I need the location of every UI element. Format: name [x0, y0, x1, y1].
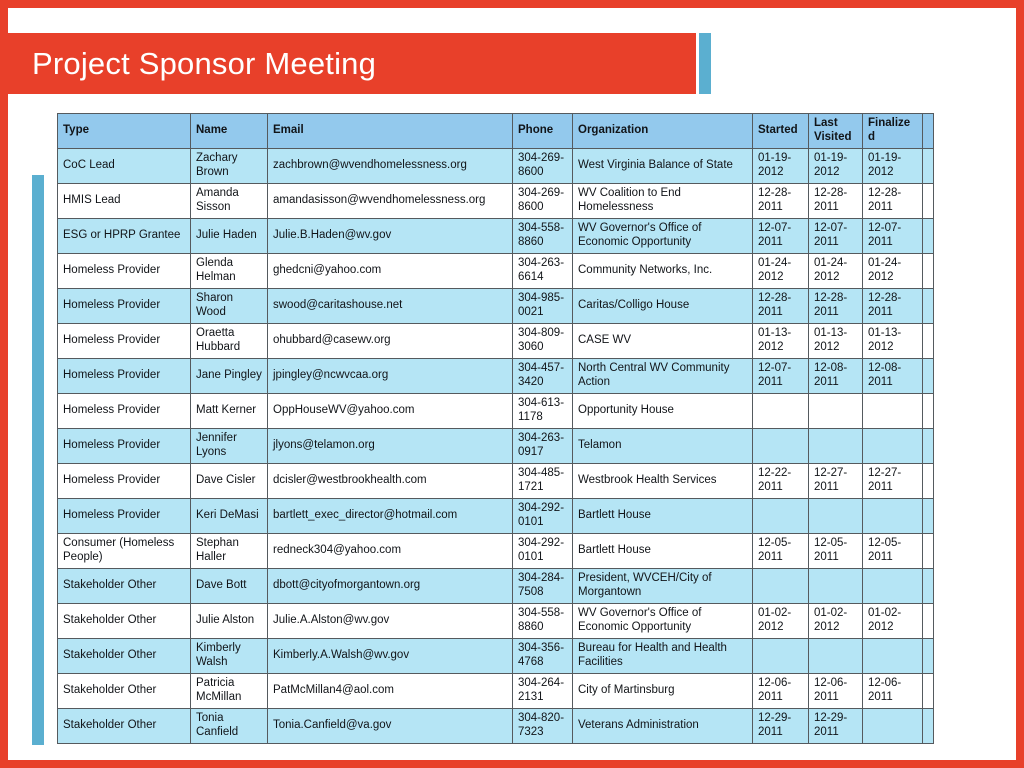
cell-last-visited: 01-24-2012	[809, 254, 863, 289]
table-row[interactable]	[58, 499, 934, 534]
cell-finalized: 12-27-2011	[863, 464, 923, 499]
cell-organization: Bartlett House	[573, 499, 753, 534]
cell-phone: 304-292-0101	[513, 534, 573, 569]
cell-finalized	[863, 499, 923, 534]
cell-last-visited: 12-29-2011	[809, 709, 863, 744]
cell-name: Stephan Haller	[191, 534, 268, 569]
cell-type: Homeless Provider	[58, 464, 191, 499]
cell-edge	[923, 289, 934, 324]
cell-phone: 304-985-0021	[513, 289, 573, 324]
title-accent-bar	[699, 33, 711, 94]
cell-phone: 304-263-0917	[513, 429, 573, 464]
table-header-row	[58, 114, 934, 149]
cell-edge	[923, 569, 934, 604]
cell-started	[753, 569, 809, 604]
cell-edge	[923, 359, 934, 394]
cell-organization: Caritas/Colligo House	[573, 289, 753, 324]
cell-email: zachbrown@wvendhomelessness.org	[268, 149, 513, 184]
cell-started	[753, 394, 809, 429]
cell-name: Kimberly Walsh	[191, 639, 268, 674]
cell-phone: 304-263-6614	[513, 254, 573, 289]
table-row[interactable]	[58, 639, 934, 674]
cell-organization: WV Governor's Office of Economic Opportunity	[573, 219, 753, 254]
cell-finalized	[863, 709, 923, 744]
cell-phone: 304-457-3420	[513, 359, 573, 394]
cell-name: Glenda Helman	[191, 254, 268, 289]
cell-type: Homeless Provider	[58, 394, 191, 429]
cell-phone: 304-356-4768	[513, 639, 573, 674]
table-row[interactable]	[58, 359, 934, 394]
cell-email: redneck304@yahoo.com	[268, 534, 513, 569]
cell-finalized: 12-07-2011	[863, 219, 923, 254]
cell-last-visited: 12-05-2011	[809, 534, 863, 569]
cell-name: Dave Bott	[191, 569, 268, 604]
cell-edge	[923, 219, 934, 254]
cell-finalized	[863, 569, 923, 604]
cell-organization: Westbrook Health Services	[573, 464, 753, 499]
table-row[interactable]	[58, 429, 934, 464]
cell-last-visited: 12-27-2011	[809, 464, 863, 499]
cell-edge	[923, 254, 934, 289]
cell-phone: 304-284-7508	[513, 569, 573, 604]
cell-finalized: 01-24-2012	[863, 254, 923, 289]
cell-type: Consumer (Homeless People)	[58, 534, 191, 569]
cell-started	[753, 639, 809, 674]
cell-edge	[923, 534, 934, 569]
cell-email: dbott@cityofmorgantown.org	[268, 569, 513, 604]
cell-edge	[923, 604, 934, 639]
cell-finalized: 12-05-2011	[863, 534, 923, 569]
cell-organization: Community Networks, Inc.	[573, 254, 753, 289]
cell-type: Stakeholder Other	[58, 674, 191, 709]
cell-started: 12-29-2011	[753, 709, 809, 744]
cell-name: Julie Haden	[191, 219, 268, 254]
cell-type: Homeless Provider	[58, 499, 191, 534]
cell-phone: 304-558-8860	[513, 219, 573, 254]
cell-email: jpingley@ncwvcaa.org	[268, 359, 513, 394]
cell-phone: 304-558-8860	[513, 604, 573, 639]
cell-type: Homeless Provider	[58, 324, 191, 359]
cell-edge	[923, 674, 934, 709]
cell-name: Julie Alston	[191, 604, 268, 639]
cell-email: ohubbard@casewv.org	[268, 324, 513, 359]
cell-email: swood@caritashouse.net	[268, 289, 513, 324]
cell-organization: Bureau for Health and Health Facilities	[573, 639, 753, 674]
table-row[interactable]	[58, 289, 934, 324]
cell-finalized: 12-06-2011	[863, 674, 923, 709]
cell-last-visited: 12-28-2011	[809, 289, 863, 324]
cell-phone: 304-269-8600	[513, 149, 573, 184]
cell-email: dcisler@westbrookhealth.com	[268, 464, 513, 499]
cell-type: Stakeholder Other	[58, 604, 191, 639]
cell-email: Tonia.Canfield@va.gov	[268, 709, 513, 744]
cell-type: Homeless Provider	[58, 254, 191, 289]
column-header-started[interactable]: Started	[753, 114, 809, 149]
cell-name: Dave Cisler	[191, 464, 268, 499]
cell-finalized	[863, 429, 923, 464]
column-header-edge	[923, 114, 934, 149]
column-header-organization[interactable]: Organization	[573, 114, 753, 149]
cell-organization: Bartlett House	[573, 534, 753, 569]
slide-border-right	[1016, 0, 1024, 768]
table-body	[58, 149, 934, 744]
cell-last-visited	[809, 429, 863, 464]
cell-type: Homeless Provider	[58, 429, 191, 464]
cell-edge	[923, 639, 934, 674]
table-row[interactable]	[58, 534, 934, 569]
table-row[interactable]	[58, 254, 934, 289]
cell-type: Homeless Provider	[58, 359, 191, 394]
cell-name: Jane Pingley	[191, 359, 268, 394]
cell-phone: 304-292-0101	[513, 499, 573, 534]
cell-type: Homeless Provider	[58, 289, 191, 324]
cell-name: Sharon Wood	[191, 289, 268, 324]
cell-name: Oraetta Hubbard	[191, 324, 268, 359]
cell-type: HMIS Lead	[58, 184, 191, 219]
cell-edge	[923, 184, 934, 219]
cell-name: Matt Kerner	[191, 394, 268, 429]
cell-email: amandasisson@wvendhomelessness.org	[268, 184, 513, 219]
cell-last-visited: 01-02-2012	[809, 604, 863, 639]
cell-last-visited: 12-06-2011	[809, 674, 863, 709]
cell-started: 01-24-2012	[753, 254, 809, 289]
cell-email: Julie.A.Alston@wv.gov	[268, 604, 513, 639]
column-header-type[interactable]: Type	[58, 114, 191, 149]
cell-finalized: 12-28-2011	[863, 184, 923, 219]
cell-edge	[923, 394, 934, 429]
cell-email: bartlett_exec_director@hotmail.com	[268, 499, 513, 534]
cell-started	[753, 499, 809, 534]
slide-border-bottom	[0, 760, 1024, 768]
cell-name: Jennifer Lyons	[191, 429, 268, 464]
cell-organization: WV Governor's Office of Economic Opportunity	[573, 604, 753, 639]
cell-finalized	[863, 394, 923, 429]
cell-last-visited	[809, 569, 863, 604]
cell-started: 12-07-2011	[753, 219, 809, 254]
cell-last-visited: 01-13-2012	[809, 324, 863, 359]
cell-edge	[923, 429, 934, 464]
cell-finalized: 12-28-2011	[863, 289, 923, 324]
slide-border-top	[0, 0, 1024, 8]
table-row[interactable]	[58, 184, 934, 219]
slide-border-left	[0, 0, 8, 768]
cell-organization: CASE WV	[573, 324, 753, 359]
cell-started: 12-06-2011	[753, 674, 809, 709]
cell-phone: 304-613-1178	[513, 394, 573, 429]
cell-name: Amanda Sisson	[191, 184, 268, 219]
cell-edge	[923, 149, 934, 184]
table-row[interactable]	[58, 709, 934, 744]
cell-last-visited	[809, 394, 863, 429]
cell-last-visited	[809, 499, 863, 534]
table-row[interactable]	[58, 464, 934, 499]
cell-organization: WV Coalition to End Homelessness	[573, 184, 753, 219]
cell-started: 01-02-2012	[753, 604, 809, 639]
table-row[interactable]	[58, 324, 934, 359]
cell-organization: North Central WV Community Action	[573, 359, 753, 394]
cell-started	[753, 429, 809, 464]
table-row[interactable]	[58, 569, 934, 604]
cell-last-visited: 01-19-2012	[809, 149, 863, 184]
cell-type: Stakeholder Other	[58, 569, 191, 604]
page-title: Project Sponsor Meeting	[32, 46, 377, 81]
table-row[interactable]	[58, 674, 934, 709]
column-header-last-visited[interactable]: Last Visited	[809, 114, 863, 149]
cell-started: 12-28-2011	[753, 289, 809, 324]
cell-started: 01-13-2012	[753, 324, 809, 359]
cell-finalized: 01-13-2012	[863, 324, 923, 359]
cell-phone: 304-809-3060	[513, 324, 573, 359]
cell-started: 12-07-2011	[753, 359, 809, 394]
cell-last-visited: 12-08-2011	[809, 359, 863, 394]
cell-type: ESG or HPRP Grantee	[58, 219, 191, 254]
column-header-name[interactable]: Name	[191, 114, 268, 149]
table-row[interactable]	[58, 219, 934, 254]
cell-name: Keri DeMasi	[191, 499, 268, 534]
column-header-finalized[interactable]: Finalized	[863, 114, 923, 149]
cell-organization: West Virginia Balance of State	[573, 149, 753, 184]
cell-phone: 304-269-8600	[513, 184, 573, 219]
cell-email: Julie.B.Haden@wv.gov	[268, 219, 513, 254]
cell-type: Stakeholder Other	[58, 639, 191, 674]
cell-started: 12-28-2011	[753, 184, 809, 219]
cell-edge	[923, 464, 934, 499]
cell-organization: Telamon	[573, 429, 753, 464]
roster-table	[57, 113, 934, 744]
cell-email: OppHouseWV@yahoo.com	[268, 394, 513, 429]
cell-email: Kimberly.A.Walsh@wv.gov	[268, 639, 513, 674]
cell-started: 12-22-2011	[753, 464, 809, 499]
table-row[interactable]	[58, 394, 934, 429]
cell-last-visited	[809, 639, 863, 674]
cell-started: 01-19-2012	[753, 149, 809, 184]
roster-table-container	[57, 113, 933, 744]
cell-edge	[923, 499, 934, 534]
cell-finalized: 01-19-2012	[863, 149, 923, 184]
cell-name: Patricia McMillan	[191, 674, 268, 709]
cell-type: CoC Lead	[58, 149, 191, 184]
cell-organization: Veterans Administration	[573, 709, 753, 744]
cell-last-visited: 12-07-2011	[809, 219, 863, 254]
cell-last-visited: 12-28-2011	[809, 184, 863, 219]
table-row[interactable]	[58, 604, 934, 639]
cell-finalized: 01-02-2012	[863, 604, 923, 639]
cell-email: jlyons@telamon.org	[268, 429, 513, 464]
cell-organization: President, WVCEH/City of Morgantown	[573, 569, 753, 604]
cell-finalized: 12-08-2011	[863, 359, 923, 394]
cell-phone: 304-485-1721	[513, 464, 573, 499]
left-accent-bar	[32, 175, 44, 745]
cell-type: Stakeholder Other	[58, 709, 191, 744]
cell-email: ghedcni@yahoo.com	[268, 254, 513, 289]
table-header	[58, 114, 934, 149]
cell-organization: City of Martinsburg	[573, 674, 753, 709]
cell-name: Zachary Brown	[191, 149, 268, 184]
column-header-email[interactable]: Email	[268, 114, 513, 149]
table-row[interactable]	[58, 149, 934, 184]
column-header-phone[interactable]: Phone	[513, 114, 573, 149]
cell-phone: 304-820-7323	[513, 709, 573, 744]
cell-edge	[923, 709, 934, 744]
cell-name: Tonia Canfield	[191, 709, 268, 744]
cell-edge	[923, 324, 934, 359]
cell-email: PatMcMillan4@aol.com	[268, 674, 513, 709]
cell-organization: Opportunity House	[573, 394, 753, 429]
cell-started: 12-05-2011	[753, 534, 809, 569]
cell-finalized	[863, 639, 923, 674]
cell-phone: 304-264-2131	[513, 674, 573, 709]
